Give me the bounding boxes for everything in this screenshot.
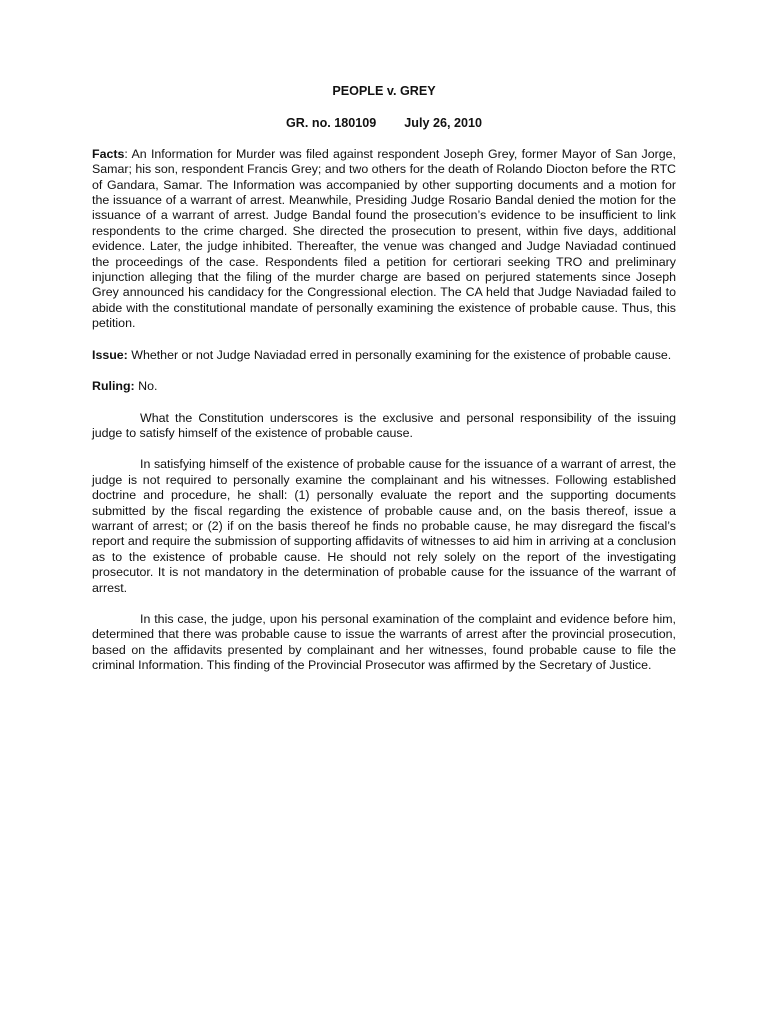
case-number: GR. no. 180109 — [285, 116, 377, 131]
body-paragraph-3: In this case, the judge, upon his personal examination of the complaint and evidence before him, determined that there was probable cause to issue the warrants of arrest after the provincial prosecution, based on the affidavits presented by complainant and her witnesses, found probable cause to file the criminal Information. This finding of the Provincial Prosecutor was affirmed by the Secretary of Justice. — [92, 611, 676, 673]
facts-text: An Information for Murder was filed against respondent Joseph Grey, former Mayor of San Jorge, Samar; his son, respondent Francis Grey; and two others for the death of Rolando Diocton before the RTC of Gandara, Samar. The Information was accompanied by other supporting documents and a motion for the issuance of a warrant of arrest. Meanwhile, Presiding Judge Rosario Bandal denied the motion for the issuance of a warrant of arrest. Judge Bandal found the prosecution’s evidence to be insufficient to link respondents to the crime charged. She directed the prosecution to present, within five days, additional evidence. Later, the judge inhibited. Thereafter, the venue was changed and Judge Naviadad continued the proceedings of the case. Respondents filed a petition for certiorari seeking TRO and preliminary injunction alleging that the filing of the murder charge are based on perjured statements since Joseph Grey announced his candidacy for the Congressional election. The CA held that Judge Naviadad failed to abide with the constitutional mandate of personally examining the existence of probable cause. Thus, this petition. — [92, 146, 676, 331]
case-citation — [92, 116, 676, 131]
body-paragraph-1: What the Constitution underscores is the exclusive and personal responsibility of the issuing judge to satisfy himself of the existence of probable cause. — [92, 410, 676, 440]
facts-paragraph — [92, 147, 676, 332]
case-date: July 26, 2010 — [404, 116, 483, 131]
ruling-paragraph — [92, 379, 676, 394]
issue-text: Whether or not Judge Naviadad erred in personally examining for the existence of probable cause. — [127, 347, 672, 362]
facts-separator: : — [124, 146, 132, 161]
issue-label: Issue: — [92, 347, 128, 362]
issue-paragraph — [92, 348, 676, 363]
facts-label: Facts — [92, 146, 125, 161]
ruling-text: No. — [134, 379, 158, 394]
document-page — [92, 84, 676, 690]
ruling-label: Ruling: — [92, 379, 135, 394]
body-paragraph-2: In satisfying himself of the existence of probable cause for the issuance of a warrant of arrest, the judge is not required to personally examine the complainant and his witnesses. Following established doctrine and procedure, he shall: (1) personally evaluate the report and the supporting documents submitted by the fiscal regarding the existence of probable cause and, on the basis thereof, issue a warrant of arrest; or (2) if on the basis thereof he finds no probable cause, he may disregard the fiscal’s report and require the submission of supporting affidavits of witnesses to aid him in arriving at a conclusion as to the existence of probable cause. He should not rely solely on the report of the investigating prosecutor. It is not mandatory in the determination of probable cause for the issuance of the warrant of arrest. — [92, 457, 676, 595]
document-title: PEOPLE v. GREY — [332, 84, 436, 98]
